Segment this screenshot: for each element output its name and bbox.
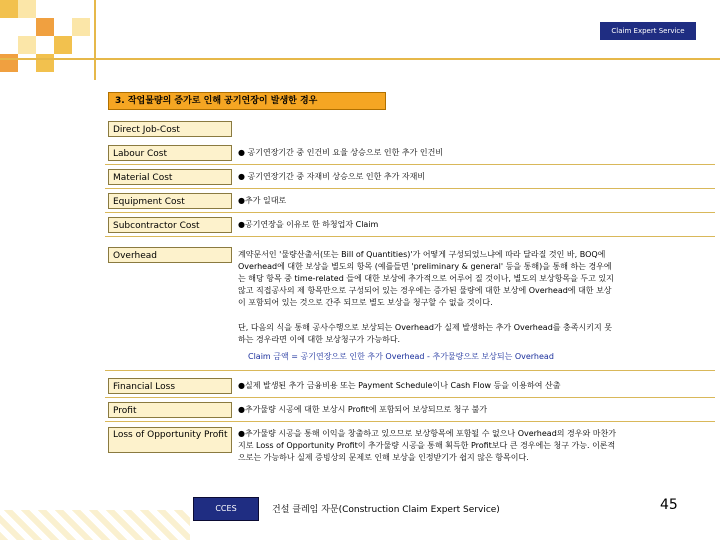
divider bbox=[105, 236, 715, 237]
row-label-loss-of-opportunity: Loss of Opportunity Profit bbox=[108, 427, 232, 453]
decor-square bbox=[72, 18, 90, 36]
direct-job-cost-label: Direct Job-Cost bbox=[108, 121, 232, 137]
overhead-paragraph-2: 단, 다음의 식을 통해 공사수행으로 보상되는 Overhead가 실제 발생하는 추가 Overhead를 충족시키지 못하는 경우라면 이에 대한 보상청구가 가능하다. bbox=[238, 323, 612, 344]
overhead-paragraph-1: 계약문서인 '물량산출서(또는 Bill of Quantities)'가 어떻게 구성되었느냐에 따라 달라질 것인 바, BOQ에 Overhead에 대한 보상을 별도의 항목 (예를들면 'preliminary & general' 등을 통해)을 통해 하는 경우에는 해당 항목 중 time-related 들에 대한 보상에 추가적으로 어루어 질 것이나, 별도의 보상항목을 두고 있지 않고 직접공사의 제 항목만으로 구성되어 있는 경우에는 증가된 물량에 대한 보상에 Overhead에 대한 보상이 포함되어 있는 것으로 간주 되므로 별도 보상을 청구할 수 없을 것이다. bbox=[238, 250, 614, 307]
divider bbox=[105, 397, 715, 398]
row-label-overhead: Overhead bbox=[108, 247, 232, 263]
row-desc-profit: ●추가물량 시공에 대한 보상시 Profit에 포함되어 보상되므로 청구 불가 bbox=[238, 405, 488, 414]
cces-badge: CCES bbox=[193, 497, 259, 521]
row-desc-equipment-cost: ●추가 일대로 bbox=[238, 196, 287, 205]
divider bbox=[105, 421, 715, 422]
row-desc-loss-of-opportunity: ●추가물량 시공을 통해 이익을 창출하고 있으므로 보상항목에 포함될 수 없으나 Overhead의 경우와 마찬가지로 Loss of Opportunity Profit이 추가물량 시공을 통해 획득한 Profit보다 큰 경우에는 청구 가능. 이론적으로는 가능하나 실제 증빙상의 문제로 인해 보상을 인정받기가 쉽지 않은 항목이다. bbox=[238, 429, 616, 462]
decor-square bbox=[54, 36, 72, 54]
decor-square bbox=[36, 18, 54, 36]
row-desc-financial-loss: ●실제 발생된 추가 금융비용 또는 Payment Schedule이나 Cash Flow 등을 이용하여 산출 bbox=[238, 381, 561, 390]
row-desc-subcontractor-cost: ●공기연장을 이유로 한 하청업자 Claim bbox=[238, 220, 379, 229]
decor-line bbox=[94, 0, 96, 80]
divider bbox=[105, 370, 715, 371]
decor-square bbox=[36, 54, 54, 72]
brand-badge: Claim Expert Service bbox=[600, 22, 696, 40]
overhead-formula: Claim 금액 = 공기연장으로 인한 추가 Overhead - 추가물량으로 보상되는 Overhead bbox=[248, 352, 554, 361]
row-label-labour-cost: Labour Cost bbox=[108, 145, 232, 161]
section-title: 3. 작업물량의 증가로 인해 공기연장이 발생한 경우 bbox=[108, 92, 386, 110]
footer-title: 건설 클레임 자문(Construction Claim Expert Service) bbox=[272, 505, 500, 515]
decor-square bbox=[18, 0, 36, 18]
divider bbox=[105, 164, 715, 165]
divider bbox=[105, 188, 715, 189]
row-label-subcontractor-cost: Subcontractor Cost bbox=[108, 217, 232, 233]
decor-pattern bbox=[0, 510, 190, 540]
decor-square bbox=[0, 0, 18, 18]
decor-square bbox=[18, 36, 36, 54]
divider bbox=[105, 212, 715, 213]
row-desc-material-cost: ● 공기연장기간 중 자재비 상승으로 인한 추가 자재비 bbox=[238, 172, 426, 181]
page-number: 45 bbox=[660, 497, 678, 513]
row-label-material-cost: Material Cost bbox=[108, 169, 232, 185]
decor-square bbox=[0, 54, 18, 72]
row-label-equipment-cost: Equipment Cost bbox=[108, 193, 232, 209]
decor-line bbox=[0, 58, 720, 60]
row-label-profit: Profit bbox=[108, 402, 232, 418]
row-label-financial-loss: Financial Loss bbox=[108, 378, 232, 394]
row-desc-labour-cost: ● 공기연장기간 중 인건비 요율 상승으로 인한 추가 인건비 bbox=[238, 148, 444, 157]
